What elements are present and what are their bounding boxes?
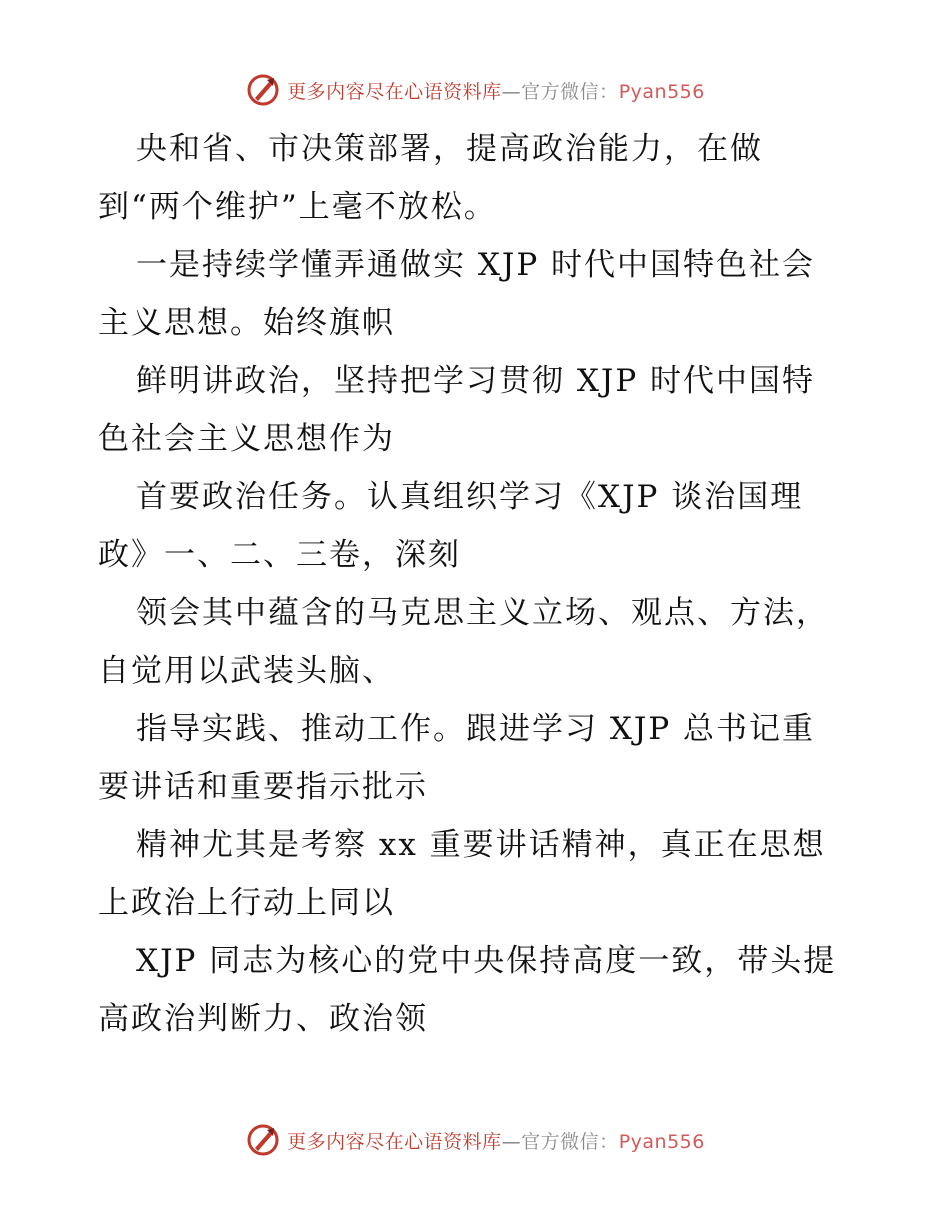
banner-wechat: Pyan556 — [618, 1130, 705, 1153]
text-line: 政》一、二、三卷，深刻 — [98, 537, 461, 573]
text-line: 色社会主义思想作为 — [98, 421, 395, 457]
text-line: 指导实践、推动工作。跟进学习 XJP 总书记重 — [136, 711, 816, 747]
pen-logo-icon — [245, 72, 281, 108]
text-line: 一是持续学懂弄通做实 XJP 时代中国特色社会 — [136, 247, 816, 283]
text-line: 央和省、市决策部署，提高政治能力，在做 — [136, 131, 763, 167]
text-line: 自觉用以武装头脑、 — [98, 653, 395, 689]
banner-dash: — — [501, 80, 522, 103]
footer-banner — [0, 1120, 950, 1160]
text-line: 领会其中蕴含的马克思主义立场、观点、方法， — [136, 595, 829, 631]
text-line: 鲜明讲政治，坚持把学习贯彻 XJP 时代中国特 — [136, 363, 816, 399]
banner-main: 更多内容尽在心语资料库 — [287, 1130, 502, 1153]
pen-logo-icon — [245, 1122, 281, 1158]
document-body — [98, 120, 858, 1048]
text-line: 上政治上行动上同以 — [98, 885, 395, 921]
text-line: 主义思想。始终旗帜 — [98, 305, 395, 341]
banner-dash: — — [501, 1130, 522, 1153]
text-line: XJP 同志为核心的党中央保持高度一致，带头提 — [136, 943, 837, 979]
banner-label: 官方微信： — [521, 1130, 619, 1153]
banner-wechat: Pyan556 — [618, 80, 705, 103]
banner-text — [287, 77, 705, 104]
text-line: 首要政治任务。认真组织学习《XJP 谈治国理 — [136, 479, 804, 515]
text-line: 到“两个维护”上毫不放松。 — [98, 189, 497, 225]
banner-label: 官方微信： — [521, 80, 619, 103]
header-banner — [0, 70, 950, 110]
banner-text — [287, 1127, 705, 1154]
text-line: 精神尤其是考察 xx 重要讲话精神，真正在思想 — [136, 827, 826, 863]
text-line: 要讲话和重要指示批示 — [98, 769, 428, 805]
banner-main: 更多内容尽在心语资料库 — [287, 80, 502, 103]
text-line: 高政治判断力、政治领 — [98, 1001, 428, 1037]
